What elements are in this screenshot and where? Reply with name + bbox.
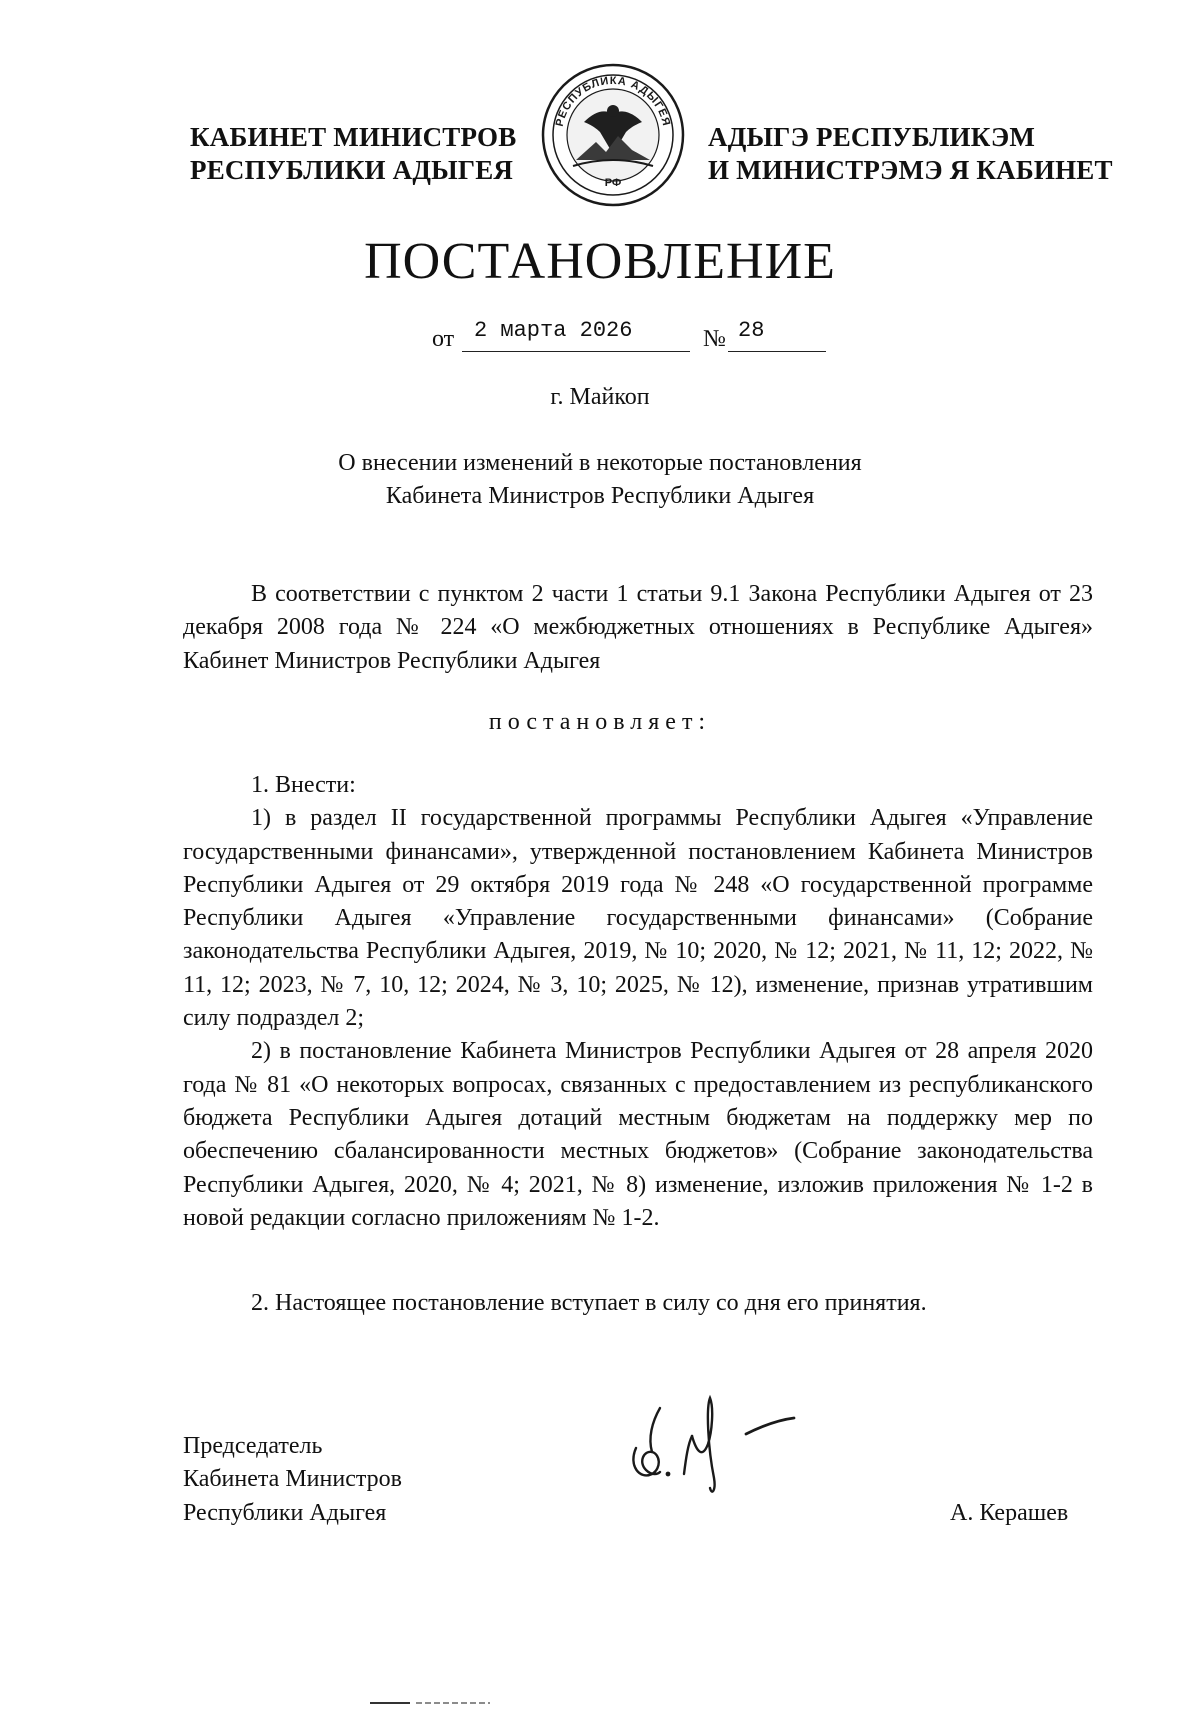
document-subject (0, 447, 1200, 513)
date-underline (462, 351, 690, 352)
issuer-adyghe-line1: АДЫГЭ РЕСПУБЛИКЭМ (708, 122, 1036, 152)
scan-artifact-line (370, 1702, 540, 1706)
item-2-block (183, 1287, 1093, 1320)
number-label: № (703, 326, 726, 352)
issuer-adyghe (708, 121, 1113, 187)
signer-name: А. Керашев (950, 1500, 1069, 1526)
document-number: 28 (738, 318, 765, 343)
emblem-bottom-text: РФ (604, 177, 622, 189)
issuer-russian-line1: КАБИНЕТ МИНИСТРОВ (190, 122, 517, 152)
signatory-position (183, 1430, 402, 1530)
issuer-russian (190, 121, 516, 187)
issuer-russian-line2: РЕСПУБЛИКИ АДЫГЕЯ (190, 155, 514, 185)
preamble-block (183, 578, 1093, 678)
document-title: ПОСТАНОВЛЕНИЕ (364, 233, 836, 290)
item-2-paragraph: 2. Настоящее постановление вступает в силу со дня его принятия. (251, 1290, 927, 1316)
items-block (183, 769, 1093, 1235)
republic-emblem-icon (540, 62, 686, 208)
date-number-line (0, 318, 1200, 358)
item-1-subitem-1: 1) в раздел II государственной программы Республики Адыгея «Управление государственными финансами», утвержденной постановлением Кабинета Министров Республики Адыгея от 29 октября 2019 года № 248 «О государственной программе Республики Адыгея «Управление государственными финансами» (Собрание законодательства Республики Адыгея, 2019, № 10; 2020, № 12; 2021, № 11, 12; 2022, № 11, 12; 2023, № 7, 10, 12; 2024, № 3, 10; 2025, № 12), изменение, признав утратившим силу подраздел 2; (183, 805, 1093, 1032)
number-underline (728, 351, 826, 352)
subject-line2: Кабинета Министров Республики Адыгея (385, 483, 815, 509)
position-line3: Республики Адыгея (183, 1499, 387, 1526)
city-name: г. Майкоп (550, 384, 650, 410)
handwritten-signature-icon (622, 1378, 822, 1498)
preamble-paragraph: В соответствии с пунктом 2 части 1 статьи 9.1 Закона Республики Адыгея от 23 декабря 2008 года № 224 «О межбюджетных отношениях в Республике Адыгея» Кабинет Министров Республики Адыгея (183, 581, 1093, 674)
subject-line1: О внесении изменений в некоторые постановления (338, 450, 862, 476)
decree-word: постановляет: (488, 709, 712, 735)
date-from-label: от (432, 326, 455, 352)
item-1-intro: 1. Внести: (251, 772, 356, 798)
emblem-top-text: РЕСПУБЛИКА АДЫГЕЯ (553, 74, 673, 128)
issuer-adyghe-line2: И МИНИСТРЭМЭ Я КАБИНЕТ (708, 155, 1113, 185)
document-date: 2 марта 2026 (474, 318, 633, 343)
item-1-subitem-2: 2) в постановление Кабинета Министров Республики Адыгея от 28 апреля 2020 года № 81 «О некоторых вопросах, связанных с предоставлением из республиканского бюджета Республики Адыгея дотаций местным бюджетам на поддержку мер по обеспечению сбалансированности местных бюджетов» (Собрание законодательства Республики Адыгея, 2020, № 4; 2021, № 8) изменение, изложив приложения № 1-2 в новой редакции согласно приложениям № 1-2. (183, 1038, 1093, 1231)
position-line2: Кабинета Министров (183, 1466, 402, 1493)
position-line1: Председатель (183, 1433, 323, 1459)
